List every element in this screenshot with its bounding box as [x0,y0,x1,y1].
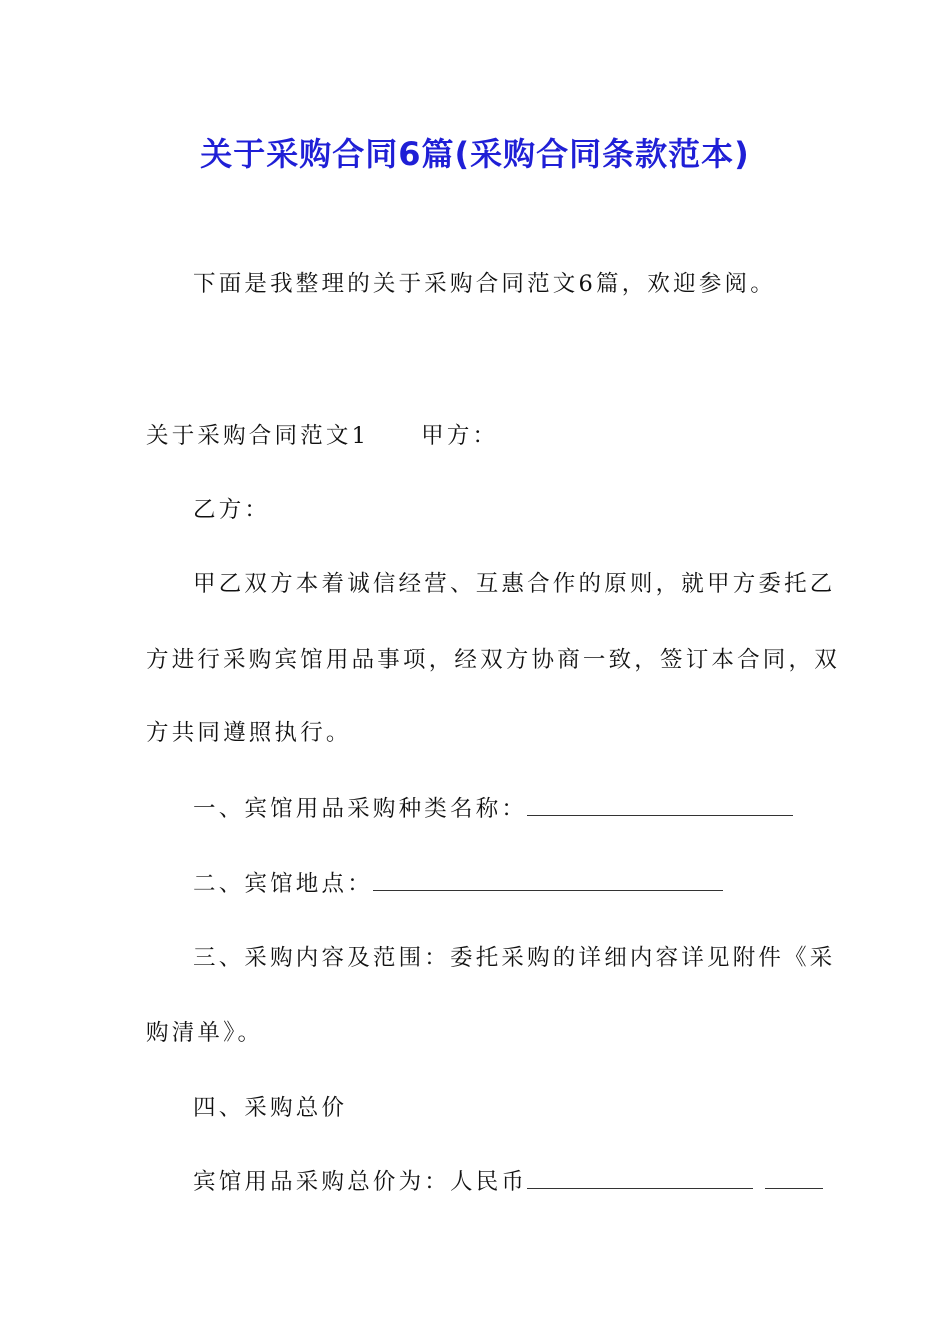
item-2-label: 二、宾馆地点： [193,871,373,897]
item-3-line-1: 三、采购内容及范围：委托采购的详细内容详见附件《采 [193,945,836,971]
document-title: 关于采购合同6篇(采购合同条款范本) [200,135,750,173]
party-b-label: 乙方： [193,497,271,523]
item-1-label: 一、宾馆用品采购种类名称： [193,796,528,822]
paragraph-line-3: 方共同遵照执行。 [146,720,352,746]
item-3-line-2: 购清单》。 [146,1020,264,1046]
fill-in-blank-price-extra [765,1166,823,1189]
fill-in-blank-category [527,793,793,816]
fill-in-blank-price [527,1166,753,1189]
section-heading-row [146,420,498,452]
fill-in-blank-location [373,868,723,891]
paragraph-line-1: 甲乙双方本着诚信经营、互惠合作的原则，就甲方委托乙 [193,571,836,597]
item-2-row [193,868,723,900]
intro-paragraph: 下面是我整理的关于采购合同范文6篇，欢迎参阅。 [193,271,776,297]
item-4-heading: 四、采购总价 [193,1095,348,1121]
section-heading: 关于采购合同范文1 [146,423,370,449]
party-a-label: 甲方： [421,423,499,449]
price-row [193,1166,823,1198]
item-1-row [193,793,793,825]
price-label: 宾馆用品采购总价为：人民币 [193,1169,528,1195]
paragraph-line-2: 方进行采购宾馆用品事项，经双方协商一致，签订本合同，双 [146,647,840,673]
